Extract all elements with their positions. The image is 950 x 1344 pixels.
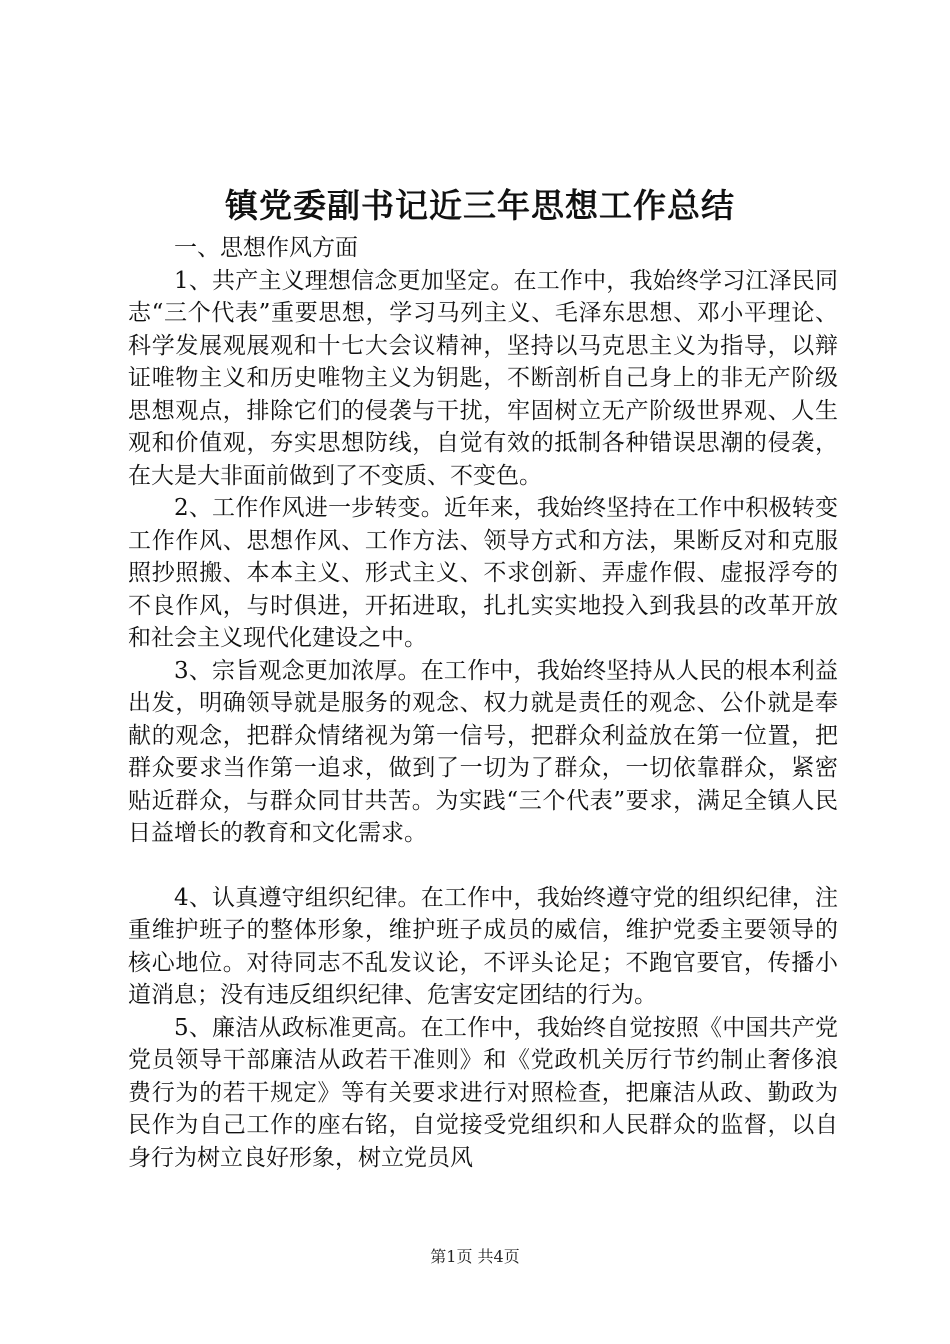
page-footer: 第1页 共4页	[430, 1247, 520, 1266]
paragraph-4: 4、认真遵守组织纪律。在工作中，我始终遵守党的组织纪律，注重维护班子的整体形象，维护班子成员的威信，维护党委主要领导的核心地位。对待同志不乱发议论，不评头论足；不跑官要官，传播小道消息；没有违反组织纪律、危害安定团结的行为。	[128, 884, 838, 1008]
paragraph-3: 3、宗旨观念更加浓厚。在工作中，我始终坚持从人民的根本利益出发，明确领导就是服务的观念、权力就是责任的观念、公仆就是奉献的观念，把群众情绪视为第一信号，把群众利益放在第一位置，把群众要求当作第一追求，做到了一切为了群众，一切依靠群众，紧密贴近群众，与群众同甘共苦。为实践“三个代表”要求，满足全镇人民日益增长的教育和文化需求。	[128, 657, 838, 846]
document-body	[128, 232, 838, 1174]
document-title: 镇党委副书记近三年思想工作总结	[225, 186, 735, 225]
paragraph-1: 1、共产主义理想信念更加坚定。在工作中，我始终学习江泽民同志“三个代表”重要思想，学习马列主义、毛泽东思想、邓小平理论、科学发展观展观和十七大会议精神，坚持以马克思主义为指导，以辩证唯物主义和历史唯物主义为钥匙，不断剖析自己身上的非无产阶级思想观点，排除它们的侵袭与干扰，牢固树立无产阶级世界观、人生观和价值观，夯实思想防线，自觉有效的抵制各种错误思潮的侵袭，在大是大非面前做到了不变质、不变色。	[128, 267, 838, 489]
paragraph-gap	[128, 850, 838, 882]
section-heading: 一、思想作风方面	[174, 235, 358, 261]
paragraph-5: 5、廉洁从政标准更高。在工作中，我始终自觉按照《中国共产党党员领导干部廉洁从政若干准则》和《党政机关厉行节约制止奢侈浪费行为的若干规定》等有关要求进行对照检查，把廉洁从政、勤政为民作为自己工作的座右铭，自觉接受党组织和人民群众的监督，以自身行为树立良好形象，树立党员风	[128, 1014, 838, 1171]
paragraph-2: 2、工作作风进一步转变。近年来，我始终坚持在工作中积极转变工作作风、思想作风、工作方法、领导方式和方法，果断反对和克服照抄照搬、本本主义、形式主义、不求创新、弄虚作假、虚报浮夸的不良作风，与时俱进，开拓进取，扎扎实实地投入到我县的改革开放和社会主义现代化建设之中。	[128, 495, 838, 651]
